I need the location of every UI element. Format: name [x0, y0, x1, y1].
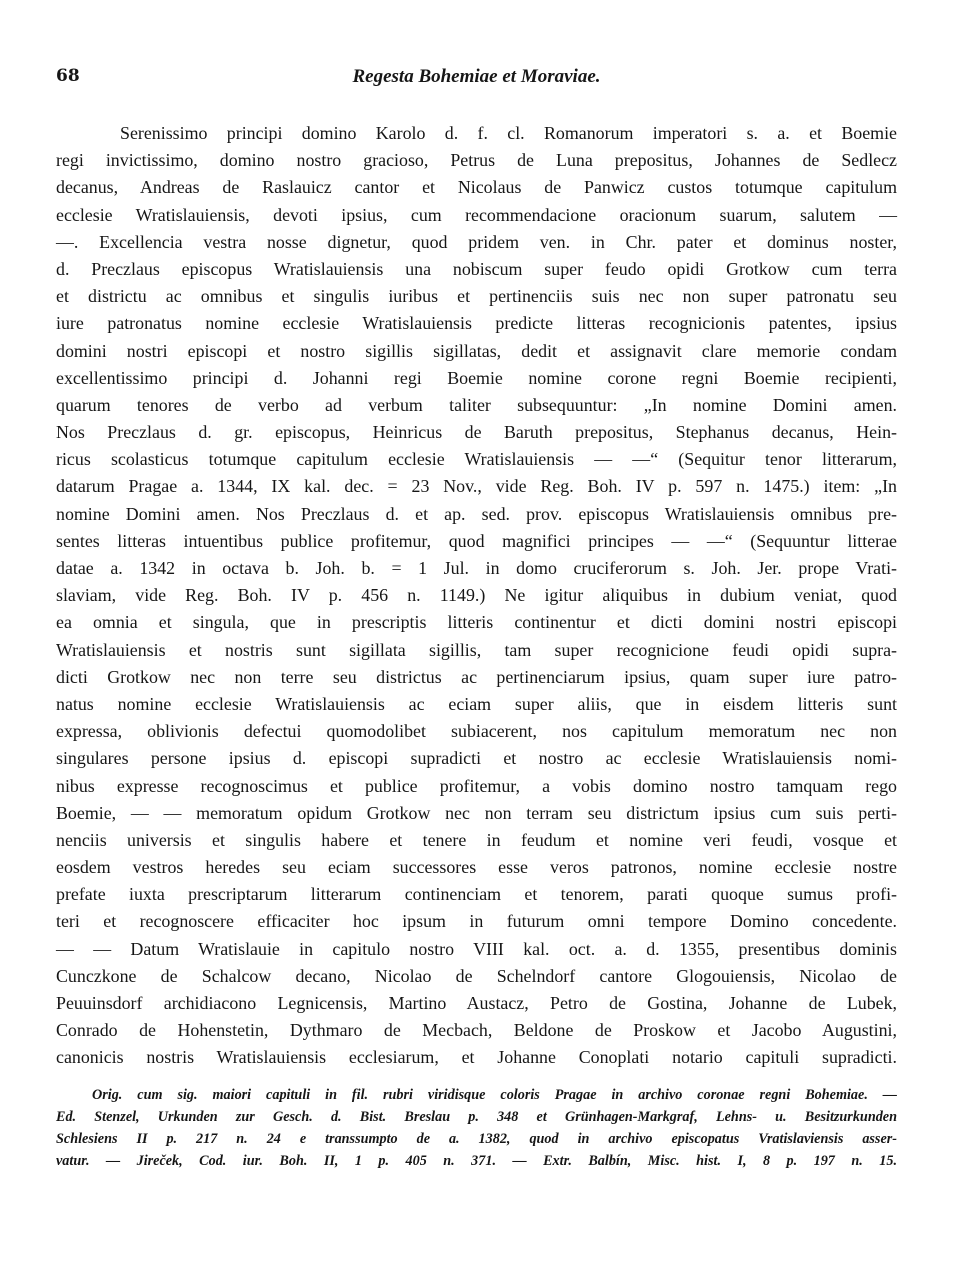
text-line: nibus expresse recognoscimus et publice profitemur, a vobis domino nostro tamquam rego [56, 775, 897, 796]
text-line: slaviam, vide Reg. Boh. IV p. 456 n. 1149.) Ne igitur aliquibus in dubium veniat, quod [56, 585, 897, 606]
charter-text [56, 120, 897, 1072]
text-line: nenciis universis et singulis habere et tenere in feudum et nomine veri feudi, vosque et [56, 829, 897, 850]
text-line: Serenissimo principi domino Karolo d. f. cl. Romanorum imperatori s. a. et Boemie [120, 123, 897, 143]
text-line: ea omnia et singula, que in prescriptis litteris continentur et dicti domini nostri episcopi [56, 612, 897, 633]
text-line: et districtu ac omnibus et singulis iuribus et pertinenciis suis nec non super patronatu seu [56, 286, 897, 307]
text-line: —. Excellencia vestra nosse dignetur, quod pridem ven. in Chr. pater et dominus noster, [56, 231, 897, 252]
text-line: quarum tenores de verbo ad verbum taliter subsequuntur: „In nomine Domini amen. [56, 394, 897, 415]
text-line: iure patronatus nomine ecclesie Wratislauiensis predicte litteras recognicionis patentes, ipsius [56, 313, 897, 334]
text-line: Boemie, — — memoratum opidum Grotkow nec non terram seu districtum ipsius cum suis perti- [56, 802, 897, 823]
text-line: datae a. 1342 in octava b. Joh. b. = 1 Jul. in domo cruciferorum s. Joh. Jer. prope Vrati- [56, 558, 897, 578]
text-line: Cunczkone de Schalcow decano, Nicolao de Schelndorf cantore Glogouiensis, Nicolao de [56, 965, 897, 986]
text-line: singulares persone ipsius d. episcopi supradicti et nostro ac ecclesie Wratislauiensis nomi- [56, 748, 897, 769]
note-line: Ed. Stenzel, Urkunden zur Gesch. d. Bist. Breslau p. 348 et Grünhagen-Markgraf, Lehns- u. Besitzurkunden [56, 1108, 897, 1125]
page-header [56, 66, 897, 94]
text-line: — — Datum Wratislauie in capitulo nostro VIII kal. oct. a. d. 1355, presentibus dominis [56, 938, 897, 959]
note-line: vatur. — Jireček, Cod. iur. Boh. II, 1 p. 405 n. 371. — Extr. Balbín, Misc. hist. I, 8 p. 197 n. 15. [56, 1152, 897, 1169]
text-line: domini nostri episcopi et nostro sigillis sigillatas, dedit et assignavit clare memorie condam [56, 340, 897, 361]
text-line: d. Preczlaus episcopus Wratislauiensis una nobiscum super feudo opidi Grotkow cum terra [56, 258, 897, 279]
document-page [56, 66, 897, 1172]
text-line: canonicis nostris Wratislauiensis ecclesiarum, et Johanne Conoplati notario capituli supradicti. [56, 1047, 897, 1068]
text-line: nomine Domini amen. Nos Preczlaus d. et ap. sed. prov. episcopus Wratislauiensis omnibus pre- [56, 503, 897, 524]
text-line: sentes litteras intuentibus publice profitemur, quod magnifici principes — —“ (Sequuntur litterae [56, 530, 897, 551]
note-line: Schlesiens II p. 217 n. 24 e transsumpto de a. 1382, quod in archivo episcopatus Vratislaviensis asser- [56, 1130, 897, 1147]
page-number: 68 [56, 66, 80, 86]
text-line: teri et recognoscere efficaciter hoc ipsum in futurum omni tempore Domino concedente. [56, 911, 897, 932]
text-line: ricus scolasticus totumque capitulum ecclesie Wratislauiensis — —“ (Sequitur tenor litterarum, [56, 449, 897, 470]
text-line: Peuuinsdorf archidiacono Legnicensis, Martino Austacz, Petro de Gostina, Johanne de Lubek, [56, 993, 897, 1013]
note-line: Orig. cum sig. maiori capituli in fil. rubri viridisque coloris Pragae in archivo coronae regni Bohemiae. — [92, 1086, 897, 1103]
text-line: regi invictissimo, domino nostro gracioso, Petrus de Luna prepositus, Johannes de Sedlecz [56, 150, 897, 171]
text-line: Nos Preczlaus d. gr. episcopus, Heinricus de Baruth prepositus, Stephanus decanus, Hein- [56, 422, 897, 443]
text-line: dicti Grotkow nec non terre seu districtus ac pertinenciarum ipsius, quam super iure patro- [56, 666, 897, 687]
running-title: Regesta Bohemiae et Moraviae. [352, 66, 601, 87]
text-line: excellentissimo principi d. Johanni regi Boemie nomine corone regni Boemie recipienti, [56, 367, 897, 388]
text-line: eosdem vestros heredes seu eciam successores esse veros patronos, nomine ecclesie nostre [56, 857, 897, 878]
text-line: ecclesie Wratislauiensis, devoti ipsius, cum recommendacione oracionum suarum, salutem — [56, 204, 897, 225]
text-line: Wratislauiensis et nostris sunt sigillata sigillis, tam super recognicione feudi opidi supra- [56, 639, 897, 660]
text-line: prefate iuxta prescriptarum litterarum continenciam et tenorem, parati quoque sumus profi- [56, 884, 897, 905]
text-line: expressa, oblivionis defectui quomodolibet subiacerent, nos capitulum memoratum nec non [56, 721, 897, 742]
text-line: decanus, Andreas de Raslauicz cantor et Nicolaus de Panwicz custos totumque capitulum [56, 177, 897, 198]
text-line: Conrado de Hohenstetin, Dythmaro de Mecbach, Beldone de Proskow et Jacobo Augustini, [56, 1020, 897, 1041]
source-note [56, 1084, 897, 1172]
text-line: natus nomine ecclesie Wratislauiensis ac eciam super aliis, que in eisdem litteris sunt [56, 693, 897, 714]
text-line: datarum Pragae a. 1344, IX kal. dec. = 23 Nov., vide Reg. Boh. IV p. 597 n. 1475.) item: „In [56, 476, 897, 497]
